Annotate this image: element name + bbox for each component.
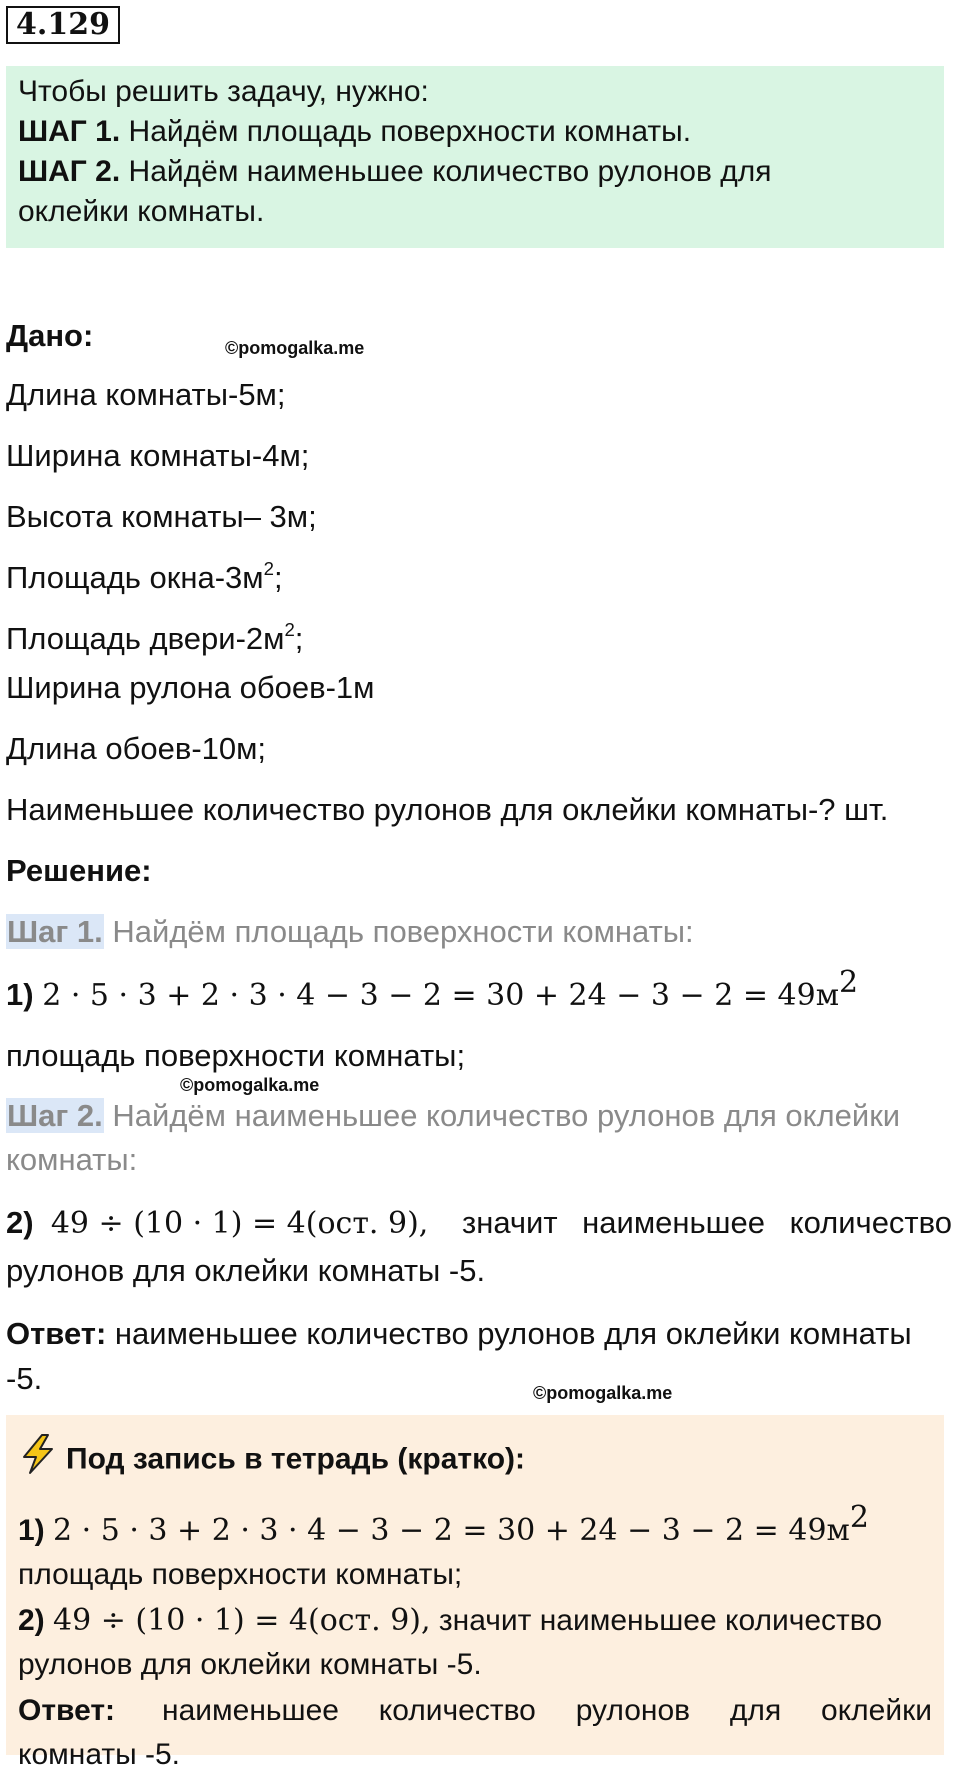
intro-step2 (18, 152, 772, 192)
solution-step2-text: Найдём наименьшее количество рулонов для оклейки (103, 1098, 901, 1133)
intro-step1-label: ШАГ 1. (18, 115, 121, 148)
summary-calc2-cont: рулонов для оклейки комнаты -5. (18, 1648, 482, 1681)
solution-calc2-cont: рулонов для оклейки комнаты -5. (6, 1253, 486, 1288)
given-item-roll-width: Ширина рулона обоев-1м (6, 670, 375, 705)
solution-step2-cont: комнаты: (6, 1142, 138, 1177)
given-item-window (6, 558, 283, 598)
solution-step2 (6, 1096, 900, 1136)
solution-calc2-expr: 49 ÷ (10 · 1) = 4(ост. 9), (50, 1206, 429, 1241)
given-item-roll-length: Длина обоев-10м; (6, 731, 267, 766)
solution-answer-text: наименьшее количество рулонов для оклейки комнаты (106, 1316, 912, 1351)
intro-step1 (18, 112, 691, 152)
summary-calc1 (18, 1500, 869, 1553)
given-item-door (6, 619, 303, 659)
solution-heading: Решение: (6, 853, 152, 888)
summary-calc2 (18, 1599, 882, 1643)
given-item-length: Длина комнаты-5м; (6, 377, 286, 412)
given-item-height: Высота комнаты– 3м; (6, 499, 317, 534)
given-door-sup: 2 (284, 618, 295, 640)
watermark-1: ©pomogalka.me (225, 338, 365, 358)
solution-calc1-num: 1) (6, 977, 34, 1012)
summary-calc1-sup: 2 (849, 1500, 869, 1535)
given-door-text: Площадь двери-2м (6, 621, 285, 656)
solution-step1 (6, 912, 694, 952)
intro-step2-label: ШАГ 2. (18, 155, 121, 188)
summary-title-row (18, 1433, 525, 1488)
intro-step1-text: Найдём площадь поверхности комнаты. (120, 115, 692, 148)
solution-calc1 (6, 964, 859, 1016)
summary-calc1-expr: 2 · 5 · 3 + 2 · 3 · 4 − 3 − 2 = 30 + 24 − 3 − 2 = 49м (53, 1513, 850, 1548)
watermark-3: ©pomogalka.me (533, 1383, 673, 1403)
summary-answer-text: наименьшее количество рулонов для оклейки (162, 1694, 932, 1727)
intro-step2-cont: оклейки комнаты. (18, 195, 265, 228)
given-heading: Дано: (6, 318, 94, 353)
given-window-semicolon: ; (273, 560, 283, 595)
given-item-question: Наименьшее количество рулонов для оклейки комнаты-? шт. (6, 792, 889, 827)
solution-step2-label: Шаг 2. (7, 1098, 103, 1133)
lightning-icon (18, 1433, 58, 1488)
given-window-text: Площадь окна-3м (6, 560, 264, 595)
summary-box (6, 1415, 944, 1771)
given-window-sup: 2 (263, 557, 274, 579)
intro-lead: Чтобы решить задачу, нужно: (18, 75, 429, 108)
summary-answer-label: Ответ: (18, 1694, 116, 1727)
solution-step1-label: Шаг 1. (7, 914, 103, 949)
solution-calc1-sup: 2 (839, 964, 859, 1000)
summary-calc2-text: значит наименьшее количество (430, 1604, 883, 1637)
summary-answer (18, 1689, 932, 1733)
solution-calc1-note: площадь поверхности комнаты; (6, 1038, 466, 1073)
solution-calc1-expr: 2 · 5 · 3 + 2 · 3 · 4 − 3 − 2 = 30 + 24 − 3 − 2 = 49м (42, 978, 840, 1013)
given-item-width: Ширина комнаты-4м; (6, 438, 310, 473)
watermark-2: ©pomogalka.me (180, 1075, 320, 1095)
summary-calc2-expr: 49 ÷ (10 · 1) = 4(ост. 9), (53, 1603, 431, 1638)
solution-calc2 (6, 1203, 952, 1244)
intro-step2-text: Найдём наименьшее количество рулонов для (120, 155, 772, 188)
solution-calc2-text-wrap (462, 1203, 952, 1244)
given-door-semicolon: ; (294, 621, 304, 656)
task-number: 4.129 (6, 6, 120, 44)
solution-answer-cont: -5. (6, 1361, 43, 1396)
summary-calc1-note: площадь поверхности комнаты; (18, 1558, 463, 1591)
summary-answer-cont: комнаты -5. (18, 1738, 181, 1771)
solution-step1-text: Найдём площадь поверхности комнаты: (103, 914, 694, 949)
solution-calc2-text: значит наименьшее количество (462, 1205, 952, 1240)
summary-calc1-num: 1) (18, 1514, 45, 1547)
intro-box (6, 66, 944, 248)
summary-title: Под запись в тетрадь (кратко): (66, 1442, 526, 1476)
solution-answer (6, 1314, 912, 1354)
solution-answer-label: Ответ: (6, 1316, 107, 1351)
solution-calc2-num: 2) (6, 1205, 34, 1240)
summary-calc2-num: 2) (18, 1604, 45, 1637)
